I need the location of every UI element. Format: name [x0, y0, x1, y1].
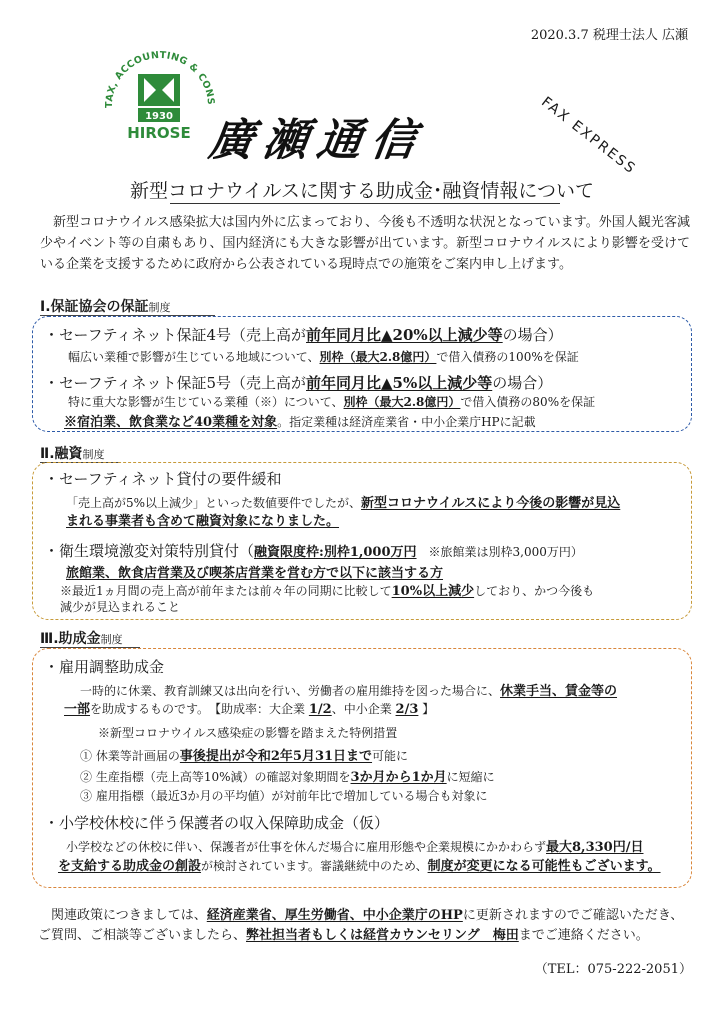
s2-item-2-line-3: 減少が見込まれること [60, 600, 181, 614]
s3-item-2-line-2: を支給する助成金の創設が検討されています。審議継続中のため、制度が変更になる可能性もございます。 [58, 859, 661, 874]
s1-item-2-note: ※宿泊業、飲食業など40業種を対象。指定業種は経済産業省・中小企業庁HPに記載 [64, 415, 536, 430]
company-logo [98, 44, 220, 154]
s2-item-1-line-1: 「売上高が5%以上減少」といった数値要件でしたが、新型コロナウイルスにより今後の影響が見込 [66, 496, 621, 511]
s3-item-1-measure-1: ① 休業等計画届の事後提出が令和2年5月31日まで可能に [80, 749, 409, 764]
newsletter-masthead [205, 104, 570, 170]
s1-item-1-body: 幅広い業種で影響が生じている地域について、別枠（最大2.8億円）で借入債務の100%を保証 [68, 350, 579, 364]
telephone-number: （TEL：075-222-2051） [534, 962, 692, 977]
s1-item-1-title: ・セーフティネット保証4号（売上高が前年同月比▲20%以上減少等の場合） [44, 326, 563, 344]
document-title: 新型コロナウイルスに関する助成金･融資情報について [130, 180, 594, 202]
s1-item-2-title: ・セーフティネット保証5号（売上高が前年同月比▲5%以上減少等の場合） [44, 374, 553, 392]
s3-item-1-measure-3: ③ 雇用指標（最近3か月の平均値）が対前年比で増加している場合も対象に [80, 789, 488, 803]
s3-item-1-line-2: 一部を助成するものです。 【助成率：大企業 1/2、中小企業 2/3 】 [64, 702, 435, 717]
logo-name: HIROSE [127, 124, 191, 142]
s2-item-2-title: ・衛生環境激変対策特別貸付（融資限度枠:別枠1,000万円 ※旅館業は別枠3,000万円） [44, 542, 583, 560]
masthead-title: 廣瀬通信 [205, 115, 429, 166]
s2-item-1-title: ・セーフティネット貸付の要件緩和 [44, 470, 282, 488]
logo-year: 1930 [145, 111, 173, 122]
s2-item-1-line-2: まれる事業者も含めて融資対象になりました。 [66, 514, 340, 529]
section-2-heading: Ⅱ.融資制度 [40, 446, 105, 462]
contact-paragraph: 関連政策につきましては、経済産業省、厚生労働省、中小企業庁のHPに更新されますのでご確認いただき、ご質問、ご相談等ございましたら、弊社担当者もしくは経営カウンセリング 梅田までご連絡ください。 [38, 908, 684, 943]
fax-express-stamp: FAX EXPRESS [538, 94, 640, 178]
hirose-logo-mark [98, 44, 220, 154]
s1-item-2-body: 特に重大な影響が生じている業種（※）について、別枠（最大2.8億円）で借入債務の80%を保証 [68, 395, 596, 409]
s3-item-1-line-1: 一時的に休業、教育訓練又は出向を行い、労働者の雇用維持を図った場合に、休業手当、賃金等の [80, 684, 618, 699]
s3-item-1-measure-2: ② 生産指標（売上高等10%減）の確認対象期間を3か月から1か月に短縮に [80, 770, 495, 785]
s3-item-1-special-note: ※新型コロナウイルス感染症の影響を踏まえた特例措置 [98, 726, 398, 740]
s2-item-2-line-2: ※最近1ヵ月間の売上高が前年または前々年の同期に比較して10%以上減少しており、かつ今後も [60, 584, 595, 599]
intro-paragraph: 新型コロナウイルス感染拡大は国内外に広まっており、今後も不透明な状況となっています。外国人観光客減少やイベント等の自粛もあり、国内経済にも大きな影響が出ています。新型コロナウイルスにより影響を受けている企業を支援するために政府から公表されている現時点での施策をご案内申し上げます。 [40, 215, 690, 272]
section-1-heading: Ⅰ.保証協会の保証制度 [40, 299, 171, 315]
s2-item-2-line-1: 旅館業、飲食店営業及び喫茶店営業を営む方で以下に該当する方 [66, 566, 444, 581]
section-3-heading: Ⅲ.助成金制度 [40, 631, 123, 647]
s3-item-1-title: ・雇用調整助成金 [44, 658, 165, 676]
s3-item-2-line-1: 小学校などの休校に伴い、保護者が仕事を休んだ場合に雇用形態や企業規模にかかわらず最大8,330円/日 [66, 840, 644, 855]
date-and-sender: 2020.3.7 税理士法人 広瀬 [530, 28, 688, 43]
s3-item-2-title: ・小学校休校に伴う保護者の収入保障助成金（仮） [44, 814, 390, 832]
title-underline [170, 203, 560, 204]
logo-ring-text: TAX, ACCOUNTING & CONS [103, 49, 217, 109]
